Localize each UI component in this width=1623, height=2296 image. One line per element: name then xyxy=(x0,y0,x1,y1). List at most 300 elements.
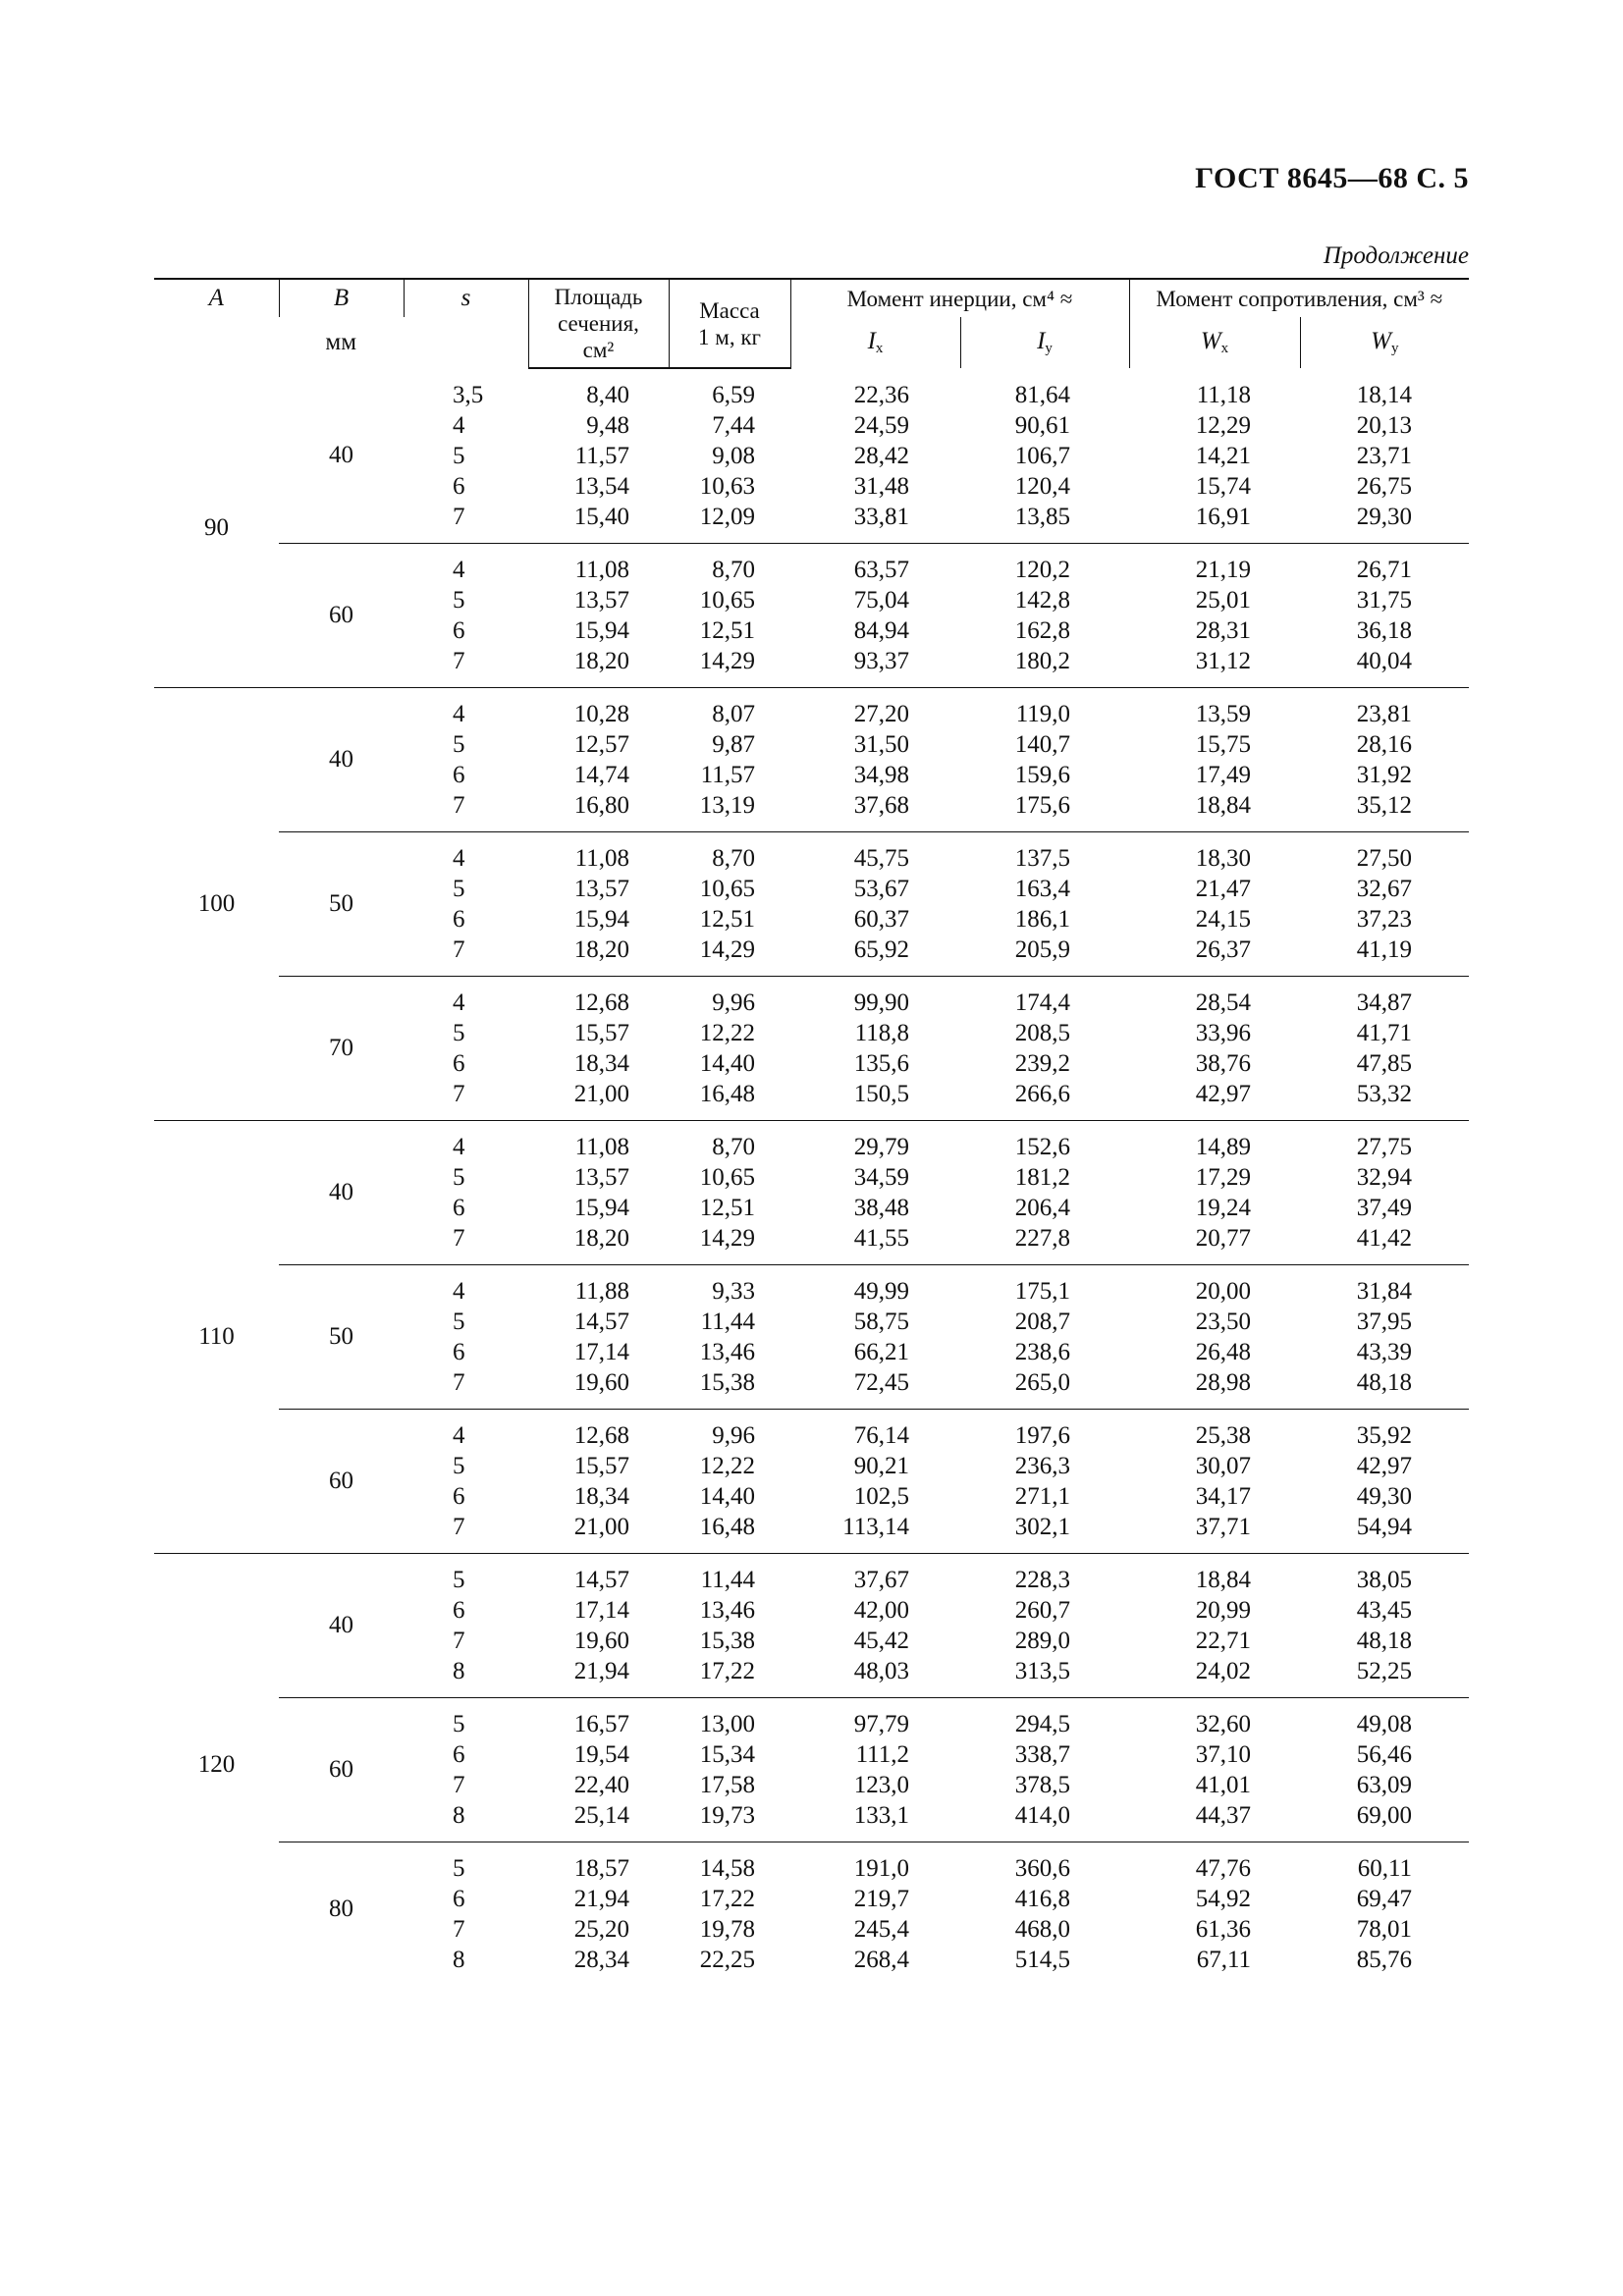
cell-value: 5 xyxy=(453,731,465,758)
cell-value: 5 xyxy=(453,1453,465,1479)
cell-wy xyxy=(1300,1121,1469,1265)
cell-value: 49,30 xyxy=(1356,1483,1413,1510)
cell-area xyxy=(528,368,669,544)
cell-value: 12,68 xyxy=(573,1422,629,1449)
cell-value: 20,99 xyxy=(1195,1597,1252,1624)
cell-value: 180,2 xyxy=(1014,648,1071,674)
cell-value: 54,94 xyxy=(1356,1514,1413,1540)
cell-value: 12,51 xyxy=(699,617,755,644)
cell-value: 5 xyxy=(453,442,465,469)
cell-value: 47,85 xyxy=(1356,1050,1413,1077)
cell-value: 20,13 xyxy=(1356,411,1413,439)
cell-value: 15,57 xyxy=(573,1020,629,1046)
cell-value: 21,47 xyxy=(1195,876,1252,902)
cell-value: 22,25 xyxy=(699,1947,755,1973)
cell-value: 19,24 xyxy=(1195,1195,1252,1221)
cell-value: 30,07 xyxy=(1195,1453,1252,1479)
cell-value: 18,34 xyxy=(573,1050,629,1077)
cell-value: 6 xyxy=(453,617,465,644)
header-ix-sub: x xyxy=(875,341,884,356)
cell-wy xyxy=(1300,1554,1469,1698)
cell-value: 6,59 xyxy=(712,382,755,408)
cell-value: 111,2 xyxy=(855,1741,909,1768)
cell-value: 21,19 xyxy=(1195,557,1252,583)
cell-value: 9,48 xyxy=(586,412,629,439)
cell-value: 18,84 xyxy=(1195,792,1252,819)
cell-value: 8,70 xyxy=(712,557,755,583)
cell-mass xyxy=(669,1698,790,1842)
cell-value: 6 xyxy=(453,1886,465,1912)
cell-wy xyxy=(1300,1265,1469,1410)
cell-value: 9,33 xyxy=(712,1278,755,1305)
cell-value: 4 xyxy=(453,1134,465,1160)
cell-value: 49,99 xyxy=(853,1278,909,1305)
cell-value: 8 xyxy=(453,1658,465,1684)
cell-value: 17,22 xyxy=(699,1886,755,1912)
cell-value: 14,58 xyxy=(699,1855,755,1882)
table-body xyxy=(154,368,1469,1975)
continuation-label: Продолжение xyxy=(1323,242,1469,269)
cell-value: 52,25 xyxy=(1356,1658,1413,1684)
cell-wx xyxy=(1129,1410,1300,1554)
cell-value: 208,7 xyxy=(1014,1308,1071,1335)
cell-value: 11,44 xyxy=(700,1567,755,1593)
cell-s xyxy=(404,977,528,1121)
cell-wy xyxy=(1300,977,1469,1121)
header-area xyxy=(528,279,669,368)
cell-value: 18,20 xyxy=(573,936,629,963)
header-wy-sub: y xyxy=(1390,341,1399,356)
cell-value: 8 xyxy=(453,1947,465,1973)
cell-iy xyxy=(960,688,1129,832)
cell-mass xyxy=(669,368,790,544)
cell-value: 31,75 xyxy=(1356,587,1413,614)
cell-value: 27,20 xyxy=(853,701,909,727)
cell-area xyxy=(528,1554,669,1698)
cell-value: 14,89 xyxy=(1195,1134,1252,1160)
cell-value: 163,4 xyxy=(1014,876,1071,902)
cell-ix xyxy=(790,1698,960,1842)
cell-value: 53,67 xyxy=(853,876,909,902)
table-row xyxy=(154,1842,1469,1976)
cell-value: 53,32 xyxy=(1356,1081,1413,1107)
header-units: мм xyxy=(154,317,528,368)
cell-value: 31,84 xyxy=(1356,1278,1413,1305)
cell-value: 27,75 xyxy=(1356,1134,1413,1160)
cell-value: 8,07 xyxy=(712,701,755,727)
cell-value: 69,00 xyxy=(1356,1802,1413,1829)
table-row xyxy=(154,1265,1469,1410)
cell-value: 32,94 xyxy=(1356,1164,1413,1191)
table-row xyxy=(154,1698,1469,1842)
page-header: ГОСТ 8645—68 С. 5 xyxy=(1195,162,1469,194)
cell-b: 40 xyxy=(279,1554,404,1698)
cell-value: 23,50 xyxy=(1195,1308,1252,1335)
cell-value: 106,7 xyxy=(1014,442,1071,469)
cell-value: 40,04 xyxy=(1356,648,1413,674)
cell-value: 76,14 xyxy=(853,1422,909,1449)
table-row xyxy=(154,368,1469,544)
cell-value: 32,67 xyxy=(1356,876,1413,902)
cell-wy xyxy=(1300,544,1469,688)
cell-value: 58,75 xyxy=(853,1308,909,1335)
cell-value: 5 xyxy=(453,587,465,614)
cell-value: 4 xyxy=(453,701,465,727)
cell-value: 41,42 xyxy=(1356,1225,1413,1252)
cell-area xyxy=(528,544,669,688)
cell-value: 38,05 xyxy=(1356,1567,1413,1593)
cell-value: 85,76 xyxy=(1356,1947,1413,1973)
cell-value: 22,36 xyxy=(853,381,909,408)
cell-value: 41,55 xyxy=(853,1225,909,1252)
cell-value: 19,60 xyxy=(573,1369,629,1396)
cell-value: 5 xyxy=(453,1711,465,1737)
cell-a: 100 xyxy=(154,688,279,1121)
cell-b: 50 xyxy=(279,832,404,977)
cell-value: 7 xyxy=(453,648,465,674)
cell-value: 6 xyxy=(453,1050,465,1077)
cell-wx xyxy=(1129,977,1300,1121)
cell-value: 7 xyxy=(453,1225,465,1252)
cell-value: 5 xyxy=(453,1308,465,1335)
table-row xyxy=(154,544,1469,688)
cell-value: 37,68 xyxy=(853,792,909,819)
cell-value: 11,08 xyxy=(574,557,629,583)
cell-value: 29,30 xyxy=(1356,503,1413,530)
cell-value: 72,45 xyxy=(853,1369,909,1396)
cell-value: 67,11 xyxy=(1196,1947,1252,1973)
cell-value: 219,7 xyxy=(853,1886,909,1912)
header-iy-sub: y xyxy=(1045,341,1053,356)
cell-value: 14,29 xyxy=(699,936,755,963)
cell-value: 302,1 xyxy=(1014,1514,1071,1540)
cell-b: 80 xyxy=(279,1842,404,1976)
cell-value: 6 xyxy=(453,1597,465,1624)
cell-wx xyxy=(1129,1265,1300,1410)
cell-value: 227,8 xyxy=(1014,1225,1071,1252)
cell-value: 208,5 xyxy=(1014,1020,1071,1046)
header-area-line2: сечения, xyxy=(558,311,639,336)
cell-value: 69,47 xyxy=(1356,1886,1413,1912)
cell-value: 19,54 xyxy=(573,1741,629,1768)
cell-value: 25,01 xyxy=(1195,587,1252,614)
cell-value: 13,19 xyxy=(699,792,755,819)
cell-value: 37,10 xyxy=(1195,1741,1252,1768)
cell-value: 4 xyxy=(453,845,465,872)
cell-value: 26,75 xyxy=(1356,472,1413,500)
cell-value: 37,71 xyxy=(1195,1514,1252,1540)
cell-wy xyxy=(1300,688,1469,832)
cell-value: 23,71 xyxy=(1356,442,1413,469)
cell-value: 175,1 xyxy=(1014,1278,1071,1305)
cell-value: 20,77 xyxy=(1195,1225,1252,1252)
cell-value: 14,29 xyxy=(699,1225,755,1252)
cell-value: 84,94 xyxy=(853,617,909,644)
cell-value: 61,36 xyxy=(1195,1916,1252,1943)
cell-value: 24,15 xyxy=(1195,906,1252,933)
cell-value: 7 xyxy=(453,1772,465,1798)
cell-value: 19,78 xyxy=(699,1916,755,1943)
cell-iy xyxy=(960,832,1129,977)
cell-value: 11,18 xyxy=(1196,381,1252,408)
cell-value: 6 xyxy=(453,1483,465,1510)
cell-value: 289,0 xyxy=(1014,1628,1071,1654)
cell-value: 23,81 xyxy=(1356,701,1413,727)
cell-value: 31,48 xyxy=(853,472,909,500)
cell-wx xyxy=(1129,1121,1300,1265)
header-ix-symbol: I xyxy=(867,328,876,354)
header-s: s xyxy=(404,279,528,317)
cell-value: 8,70 xyxy=(712,1134,755,1160)
cell-value: 18,20 xyxy=(573,1225,629,1252)
cell-value: 13,85 xyxy=(1014,503,1071,530)
cell-value: 102,5 xyxy=(853,1483,909,1510)
cell-value: 5 xyxy=(453,1164,465,1191)
cell-value: 38,76 xyxy=(1195,1050,1252,1077)
cell-area xyxy=(528,1698,669,1842)
cell-value: 268,4 xyxy=(853,1947,909,1973)
cell-value: 7,44 xyxy=(712,412,755,439)
cell-value: 11,44 xyxy=(700,1308,755,1335)
cell-value: 99,90 xyxy=(853,989,909,1016)
cell-value: 197,6 xyxy=(1014,1422,1071,1449)
cell-value: 10,65 xyxy=(699,1164,755,1191)
cell-value: 34,17 xyxy=(1195,1483,1252,1510)
cell-iy xyxy=(960,1265,1129,1410)
cell-value: 6 xyxy=(453,1339,465,1365)
cell-value: 245,4 xyxy=(853,1916,909,1943)
cell-a: 110 xyxy=(154,1121,279,1554)
cell-ix xyxy=(790,544,960,688)
cell-value: 31,12 xyxy=(1195,648,1252,674)
cell-value: 56,46 xyxy=(1356,1741,1413,1768)
cell-value: 16,48 xyxy=(699,1514,755,1540)
header-wx-symbol: W xyxy=(1200,328,1221,354)
cell-value: 13,46 xyxy=(699,1339,755,1365)
cell-value: 181,2 xyxy=(1014,1164,1071,1191)
cell-value: 21,94 xyxy=(573,1886,629,1912)
cell-value: 25,20 xyxy=(573,1916,629,1943)
cell-value: 10,65 xyxy=(699,876,755,902)
cell-value: 42,97 xyxy=(1356,1453,1413,1479)
cell-s xyxy=(404,1265,528,1410)
cell-value: 48,18 xyxy=(1356,1628,1413,1654)
cell-value: 11,08 xyxy=(574,845,629,872)
cell-iy xyxy=(960,1410,1129,1554)
cell-value: 150,5 xyxy=(853,1081,909,1107)
cell-value: 27,50 xyxy=(1356,845,1413,872)
cell-area xyxy=(528,1265,669,1410)
cell-value: 12,22 xyxy=(699,1020,755,1046)
cell-iy xyxy=(960,1698,1129,1842)
cell-value: 206,4 xyxy=(1014,1195,1071,1221)
cell-mass xyxy=(669,688,790,832)
cell-value: 65,92 xyxy=(853,936,909,963)
header-mass-line1: Масса xyxy=(699,297,760,323)
cell-value: 12,09 xyxy=(699,504,755,530)
header-area-line3: см² xyxy=(582,338,615,362)
cell-value: 33,96 xyxy=(1195,1020,1252,1046)
cell-area xyxy=(528,688,669,832)
cell-value: 12,51 xyxy=(699,906,755,933)
cell-value: 43,39 xyxy=(1356,1339,1413,1365)
cell-value: 416,8 xyxy=(1014,1886,1071,1912)
table-row xyxy=(154,1121,1469,1265)
cell-value: 13,46 xyxy=(699,1597,755,1624)
cell-value: 54,92 xyxy=(1195,1886,1252,1912)
cell-mass xyxy=(669,1554,790,1698)
cell-value: 15,57 xyxy=(573,1453,629,1479)
cell-value: 12,51 xyxy=(699,1195,755,1221)
cell-value: 17,14 xyxy=(573,1597,629,1624)
cell-mass xyxy=(669,1265,790,1410)
cell-value: 28,16 xyxy=(1356,731,1413,758)
header-ix xyxy=(790,317,960,368)
cell-value: 12,68 xyxy=(573,989,629,1016)
cell-value: 15,74 xyxy=(1195,472,1252,500)
cell-value: 205,9 xyxy=(1014,936,1071,963)
cell-value: 10,63 xyxy=(699,473,755,500)
cell-ix xyxy=(790,688,960,832)
cell-value: 25,14 xyxy=(573,1802,629,1829)
cell-value: 42,00 xyxy=(853,1597,909,1624)
cell-value: 9,08 xyxy=(712,443,755,469)
cell-value: 21,94 xyxy=(573,1658,629,1684)
cell-value: 514,5 xyxy=(1014,1947,1071,1973)
cell-value: 5 xyxy=(453,1567,465,1593)
cell-value: 3,5 xyxy=(453,381,484,408)
header-mass-line2: 1 м, кг xyxy=(698,324,761,349)
cell-value: 11,57 xyxy=(574,443,629,469)
cell-value: 21,00 xyxy=(573,1514,629,1540)
cell-iy xyxy=(960,544,1129,688)
cell-s xyxy=(404,688,528,832)
cell-value: 414,0 xyxy=(1014,1802,1071,1829)
header-wx xyxy=(1129,317,1300,368)
cell-value: 271,1 xyxy=(1014,1483,1071,1510)
cell-mass xyxy=(669,832,790,977)
cell-value: 47,76 xyxy=(1195,1855,1252,1882)
cell-value: 14,74 xyxy=(573,762,629,788)
header-resistance: Момент сопротивления, см³ ≈ xyxy=(1129,279,1469,317)
cell-value: 468,0 xyxy=(1014,1916,1071,1943)
cell-value: 14,40 xyxy=(699,1483,755,1510)
header-area-line1: Площадь xyxy=(554,285,643,309)
cell-value: 36,18 xyxy=(1356,617,1413,644)
cell-value: 10,65 xyxy=(699,587,755,614)
cell-value: 41,01 xyxy=(1195,1772,1252,1798)
cell-value: 175,6 xyxy=(1014,792,1071,819)
cell-value: 24,59 xyxy=(853,411,909,439)
cell-ix xyxy=(790,977,960,1121)
cell-value: 191,0 xyxy=(853,1855,909,1882)
header-mass xyxy=(669,279,790,368)
cell-mass xyxy=(669,1842,790,1976)
table-row xyxy=(154,688,1469,832)
cell-area xyxy=(528,1842,669,1976)
cell-area xyxy=(528,1121,669,1265)
cell-value: 7 xyxy=(453,792,465,819)
cell-value: 7 xyxy=(453,503,465,530)
cell-value: 13,59 xyxy=(1195,701,1252,727)
cell-value: 28,31 xyxy=(1195,617,1252,644)
cell-mass xyxy=(669,1121,790,1265)
cell-value: 18,20 xyxy=(573,648,629,674)
header-wx-sub: x xyxy=(1220,341,1229,356)
cell-value: 15,94 xyxy=(573,617,629,644)
cell-value: 120,2 xyxy=(1014,557,1071,583)
cell-value: 15,40 xyxy=(573,504,629,530)
cell-value: 66,21 xyxy=(853,1339,909,1365)
cell-value: 6 xyxy=(453,1741,465,1768)
cell-value: 43,45 xyxy=(1356,1597,1413,1624)
cell-wy xyxy=(1300,368,1469,544)
cell-b: 40 xyxy=(329,442,353,468)
cell-value: 26,71 xyxy=(1356,557,1413,583)
cell-s xyxy=(404,1121,528,1265)
cell-value: 11,57 xyxy=(700,762,755,788)
cell-value: 16,91 xyxy=(1195,503,1252,530)
cell-value: 14,57 xyxy=(573,1308,629,1335)
cell-value: 19,60 xyxy=(573,1628,629,1654)
cell-value: 137,5 xyxy=(1014,845,1071,872)
cell-value: 11,08 xyxy=(574,1134,629,1160)
cell-iy xyxy=(960,1842,1129,1976)
cell-value: 16,57 xyxy=(573,1711,629,1737)
cell-value: 5 xyxy=(453,1020,465,1046)
cell-value: 4 xyxy=(453,557,465,583)
cell-value: 6 xyxy=(453,472,465,500)
cell-wy xyxy=(1300,1410,1469,1554)
cell-value: 28,42 xyxy=(853,442,909,469)
cell-value: 236,3 xyxy=(1014,1453,1071,1479)
cell-value: 265,0 xyxy=(1014,1369,1071,1396)
cell-value: 113,14 xyxy=(842,1514,909,1540)
cell-value: 14,57 xyxy=(573,1567,629,1593)
cell-value: 10,28 xyxy=(573,701,629,727)
cell-value: 90,21 xyxy=(853,1453,909,1479)
cell-value: 37,67 xyxy=(853,1567,909,1593)
cell-ix xyxy=(790,1842,960,1976)
cell-ix xyxy=(790,1265,960,1410)
cell-value: 15,38 xyxy=(699,1628,755,1654)
cell-value: 28,98 xyxy=(1195,1369,1252,1396)
cell-value: 7 xyxy=(453,1916,465,1943)
cell-value: 14,21 xyxy=(1195,442,1252,469)
cell-s xyxy=(404,1410,528,1554)
cell-value: 15,75 xyxy=(1195,731,1252,758)
header-wy-symbol: W xyxy=(1371,328,1391,354)
cell-s xyxy=(404,544,528,688)
cell-area xyxy=(528,977,669,1121)
cell-wx xyxy=(1129,368,1300,544)
cell-value: 18,57 xyxy=(573,1855,629,1882)
cell-value: 29,79 xyxy=(853,1134,909,1160)
cell-value: 6 xyxy=(453,906,465,933)
cell-value: 118,8 xyxy=(854,1020,909,1046)
cell-value: 7 xyxy=(453,1628,465,1654)
cell-value: 75,04 xyxy=(853,587,909,614)
cell-value: 41,71 xyxy=(1356,1020,1413,1046)
cell-value: 5 xyxy=(453,1855,465,1882)
cell-value: 60,37 xyxy=(853,906,909,933)
cell-value: 8,70 xyxy=(712,845,755,872)
cell-b: 60 xyxy=(279,1410,404,1554)
cell-value: 18,30 xyxy=(1195,845,1252,872)
cell-value: 37,95 xyxy=(1356,1308,1413,1335)
cell-value: 12,22 xyxy=(699,1453,755,1479)
cell-value: 26,48 xyxy=(1195,1339,1252,1365)
